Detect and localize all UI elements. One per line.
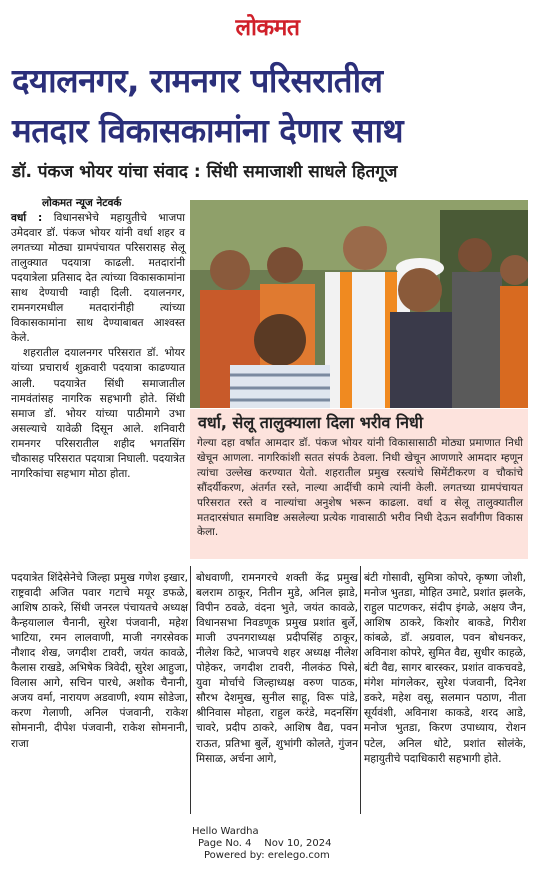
article-column-3: बंटी गोसावी, सुमित्रा कोपरे, कृष्णा जोशी, मनोज भुतडा, मोहित उमाटे, प्रशांत झलके, राहुल पाटणकर, संदीप इंगळे, अक्षय जैन, आशिष ठाकरे, किशोर बाकडे, गिरीश कांबळे, डॉ. अग्रवाल, पवन बोधनकर, अविनाश कोपरे, सुमित वैद्य, सुधीर काहळे, बंटी वैद्य, सागर बारस्कर, प्रशांत वाकचवडे, मंगेश मांगलेकर, सुरेश पंजवानी, दिनेश डकरे, महेश वसू, सलमान पठाण, नीता सूर्यवंशी, अविनाश काकडे, शरद आडे, मनोज भुतडा, किरण उपाध्याय, रोशन पटेल, अनिल धोटे, प्रशांत सोलंके, महायुतीचे पदाधिकारी सहभागी होते. [364, 572, 526, 765]
dateline: वर्धा : [11, 212, 43, 224]
footer-powered-by: Powered by: erelego.com [204, 850, 330, 861]
masthead-logo: लोकमत [235, 15, 300, 41]
paragraph-1 [11, 211, 185, 346]
article-column-2: बोधवाणी, रामनगरचे शक्ती केंद्र प्रमुख बलराम ठाकूर, नितीन मुडे, अनिल झाडे, विपीन ठवळे, वंदना भुते, जयंत कावळे, विधानसभा निवडणूक प्रमुख प्रशांत बुर्ले, माजी उपनगराध्यक्ष प्रदीपसिंह ठाकूर, नीलेश किटे, भाजपचे शहर अध्यक्ष नीलेश पोहेकर, जगदीश टावरी, नीलकंठ पिसे, युवा मोर्चाचे जिल्हाध्यक्ष वरुण पाठक, सौरभ देशमुख, सुनील साहू, विरू पांडे, श्रीनिवास मोहता, राहुल करंडे, मदनसिंग चावरे, प्रदीप ठाकरे, आशिष वैद्य, पवन राऊत, प्रतिभा बुर्ले, शुभांगी कोलते, गुंजन मिसाळ, अर्चना आगे, [196, 572, 358, 765]
column-divider [190, 566, 191, 814]
headline-line-2: मतदार विकासकामांना देणार साथ [12, 111, 404, 150]
paragraph-2: शहरातील दयालनगर परिसरात डॉ. भोयर यांच्या प्रचारार्थ शुक्रवारी पदयात्रा काढण्यात आली. पदयात्रेत सिंधी समाजातील नामवंतांसह नागरिक सहभागी होते. सिंधी समाज डॉ. भोयर यांच्या पाठीमागे उभा असल्याचे यावेळी दिसून आले. शनिवारी रामनगर परिसरातील शहीद भगतसिंग चौकासह परिसरात पदयात्रा निघाली. पदयात्रेत नागरिकांचा सहभाग मोठा होता. [11, 347, 185, 480]
headline [12, 56, 524, 156]
paragraph-1-text: विधानसभेचे महायुतीचे भाजपा उमेदवार डॉ. पंकज भोयर यांनी वर्धा शहर व लगतच्या मोठ्या ग्रामपंचायत परिसरासह सेलू तालुक्यात पदयात्रा काढली. मतदारांनी पदयात्रेला प्रतिसाद देत त्यांच्या विकासकामांना साथ देण्याची ग्वाही दिली. दयालनगर, रामनगरमधील मतदारांनीही त्यांच्या विकासकामांना साथ देण्याबाबत आश्वस्त केले. [11, 212, 186, 345]
headline-line-1: दयालनगर, रामनगर परिसरातील [12, 61, 383, 100]
footer-page-date: Page No. 4 Nov 10, 2024 [198, 838, 332, 849]
article-column-1-bottom: पदयात्रेत शिंदेसेनेचे जिल्हा प्रमुख गणेश इखार, राष्ट्रवादी अजित पवार गटाचे मयूर डफळे, आशिष ठाकरे, सिंधी जनरल पंचायतचे अध्यक्ष कैन्हयालाल चैनानी, सुरेश पंजवानी, महेश भाटिया, रमन लालवाणी, माजी नगरसेवक नौशाद शेख, जगदीश टावरी, जयंत कावळे, कैलास राखडे, अभिषेक त्रिवेदी, सुरेश आहुजा, विलास आगे, सचिन पारधे, अशोक चैनानी, अजय वर्मा, नारायण अडवाणी, श्याम सोडेजा, करण गेलाणी, अनिल पंजवानी, राकेश सोमनानी, दीपेश पंजवानी, राकेश सोमनानी, राजा [11, 572, 188, 750]
article-column-1 [11, 211, 185, 482]
highlight-body: गेल्या दहा वर्षांत आमदार डॉ. पंकज भोयर यांनी विकासासाठी मोठ्या प्रमाणात निधी खेचून आणला. नागरिकांशी सतत संपर्क ठेवला. निधी खेचून आणणारे आमदार म्हणून त्यांचा उल्लेख करण्यात येतो. शहरातील प्रमुख रस्त्यांचे सिमेंटीकरण व चौकांचे सौंदर्यीकरण, अंतर्गत रस्ते, नाल्या आदींची कामे त्यांनी केली. लगतच्या ग्रामपंचायत परिसरात रस्ते व नाल्यांचा अनुशेष भरून काढला. वर्धा व सेलू तालुक्यातील मतदारसंघात समाविष्ट असलेल्या प्रत्येक गावासाठी भरीव निधी देऊन सर्वांगीण विकास केला. [197, 437, 523, 539]
photo-illustration [190, 200, 528, 408]
subheadline: डॉ. पंकज भोयर यांचा संवाद : सिंधी समाजाशी साधले हितगूज [12, 162, 398, 182]
highlight-title: वर्धा, सेलू तालुक्याला दिला भरीव निधी [198, 413, 424, 432]
footer-publication: Hello Wardha [192, 826, 259, 837]
news-photo [190, 200, 528, 408]
byline: लोकमत न्यूज नेटवर्क [42, 197, 122, 209]
column-divider [360, 566, 361, 814]
